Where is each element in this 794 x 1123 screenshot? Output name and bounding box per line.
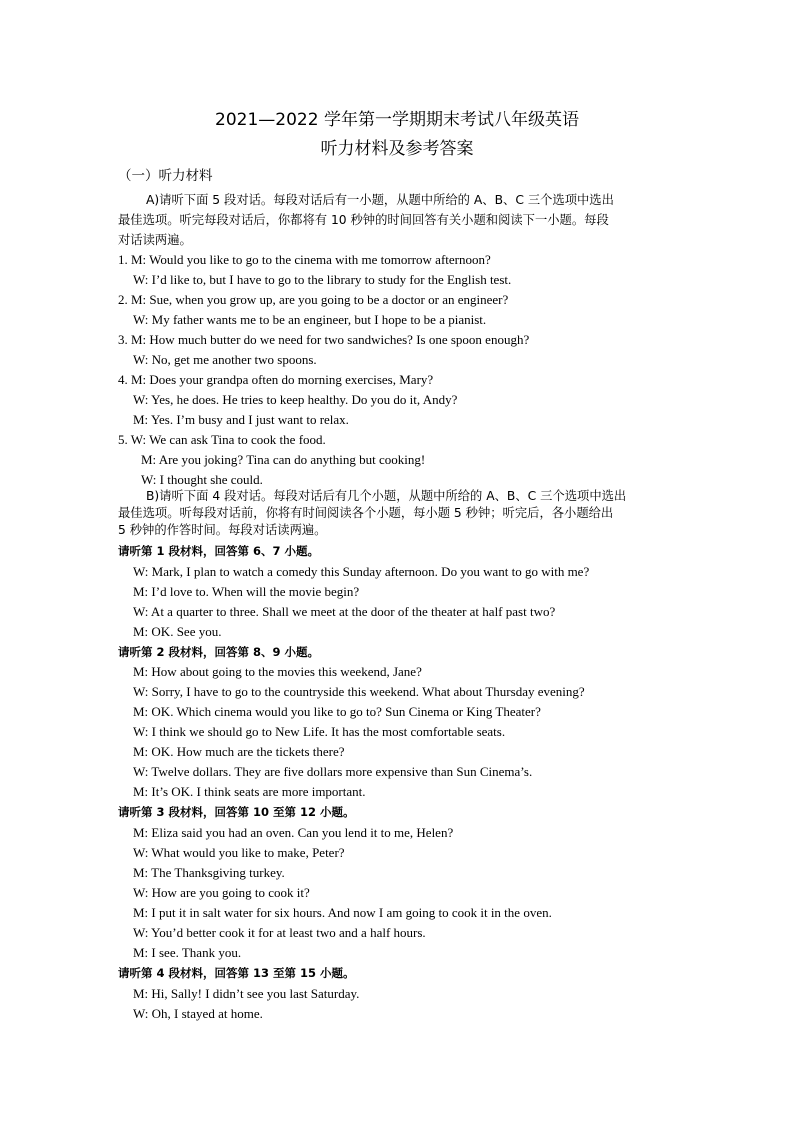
dialog-line: M: I’d love to. When will the movie begin?: [133, 584, 360, 599]
part-a-intro-line: 对话读两遍。: [118, 233, 192, 247]
dialog-heading: 请听第 4 段材料，回答第 13 至第 15 小题。: [118, 966, 355, 980]
dialog-line: M: Hi, Sally! I didn’t see you last Saturday.: [133, 986, 360, 1001]
dialog-heading: 请听第 3 段材料，回答第 10 至第 12 小题。: [118, 805, 355, 819]
dialog-line: M: How about going to the movies this weekend, Jane?: [133, 664, 422, 679]
part-a-intro-line: A)请听下面 5 段对话。每段对话后有一小题，从题中所给的 A、B、C 三个选项中选出: [146, 193, 614, 207]
part-b-intro-line: 5 秒钟的作答时间。每段对话读两遍。: [118, 523, 327, 537]
part-b-intro: [118, 488, 678, 539]
document-subtitle: 听力材料及参考答案: [320, 139, 474, 159]
dialog-line: W: Yes, he does. He tries to keep healthy. Do you do it, Andy?: [133, 392, 458, 407]
part-b-intro-line: 最佳选项。听每段对话前，你将有时间阅读各个小题，每小题 5 秒钟；听完后，各小题给出: [118, 506, 614, 520]
dialog-line: M: It’s OK. I think seats are more important.: [133, 784, 366, 799]
dialog-line: 4. M: Does your grandpa often do morning exercises, Mary?: [118, 372, 434, 387]
dialog-line: W: Mark, I plan to watch a comedy this Sunday afternoon. Do you want to go with me?: [133, 564, 590, 579]
part-a-intro-line: 最佳选项。听完每段对话后，你都将有 10 秒钟的时间回答有关小题和阅读下一小题。每段: [118, 213, 609, 227]
dialog-line: W: I’d like to, but I have to go to the library to study for the English test.: [133, 272, 512, 287]
dialog-line: W: I think we should go to New Life. It has the most comfortable seats.: [133, 724, 506, 739]
dialog-line: 5. W: We can ask Tina to cook the food.: [118, 432, 326, 447]
document-title: 2021—2022 学年第一学期期末考试八年级英语: [215, 110, 579, 130]
dialog-heading: 请听第 1 段材料，回答第 6、7 小题。: [118, 544, 320, 558]
section-heading: （一）听力材料: [118, 168, 213, 184]
dialog-line: M: Eliza said you had an oven. Can you lend it to me, Helen?: [133, 825, 454, 840]
dialog-line: M: The Thanksgiving turkey.: [133, 865, 285, 880]
dialog-line: M: OK. Which cinema would you like to go to? Sun Cinema or King Theater?: [133, 704, 541, 719]
dialog-line: W: You’d better cook it for at least two and a half hours.: [133, 925, 426, 940]
part-b-intro-line: B)请听下面 4 段对话。每段对话后有几个小题，从题中所给的 A、B、C 三个选项中选出: [146, 489, 627, 503]
dialog-line: W: Sorry, I have to go to the countryside this weekend. What about Thursday evening?: [133, 684, 585, 699]
dialog-line: M: I see. Thank you.: [133, 945, 242, 960]
dialog-line: M: Are you joking? Tina can do anything but cooking!: [141, 452, 426, 467]
dialog-line: W: I thought she could.: [141, 472, 263, 487]
dialog-line: M: Yes. I’m busy and I just want to relax.: [133, 412, 349, 427]
dialog-line: W: No, get me another two spoons.: [133, 352, 317, 367]
dialog-line: M: OK. See you.: [133, 624, 222, 639]
dialog-line: 1. M: Would you like to go to the cinema with me tomorrow afternoon?: [118, 252, 491, 267]
dialog-line: W: At a quarter to three. Shall we meet at the door of the theater at half past two?: [133, 604, 556, 619]
dialog-line: W: Twelve dollars. They are five dollars more expensive than Sun Cinema’s.: [133, 764, 533, 779]
dialog-line: 3. M: How much butter do we need for two sandwiches? Is one spoon enough?: [118, 332, 530, 347]
dialog-line: W: How are you going to cook it?: [133, 885, 310, 900]
dialog-line: W: What would you like to make, Peter?: [133, 845, 345, 860]
dialog-line: M: OK. How much are the tickets there?: [133, 744, 345, 759]
dialog-line: W: Oh, I stayed at home.: [133, 1006, 263, 1021]
part-a-intro: [118, 190, 678, 250]
dialog-line: 2. M: Sue, when you grow up, are you going to be a doctor or an engineer?: [118, 292, 509, 307]
dialog-line: M: I put it in salt water for six hours. And now I am going to cook it in the oven.: [133, 905, 552, 920]
dialog-line: W: My father wants me to be an engineer, but I hope to be a pianist.: [133, 312, 487, 327]
dialog-heading: 请听第 2 段材料，回答第 8、9 小题。: [118, 645, 320, 659]
